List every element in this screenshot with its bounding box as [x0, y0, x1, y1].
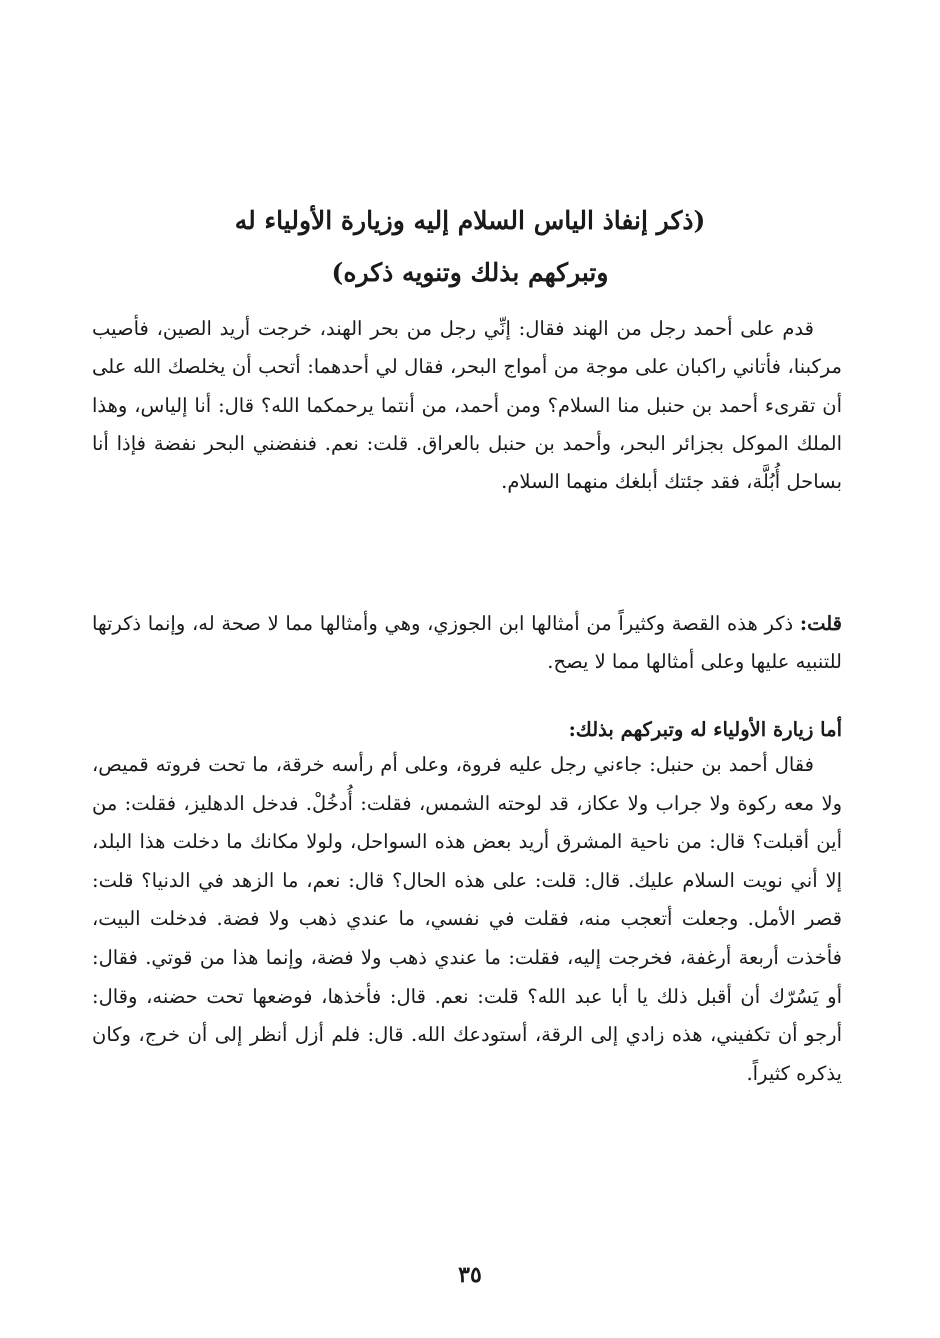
chapter-heading-line-2: وتبركهم بذلك وتنويه ذكره) — [331, 258, 609, 287]
chapter-heading-line-1: (ذكر إنفاذ الياس السلام إليه وزيارة الأولياء له — [234, 206, 706, 235]
paragraph-commentary — [92, 605, 842, 682]
commentary-lead: قلت: — [799, 612, 842, 635]
paragraph-visit-story: فقال أحمد بن حنبل: جاءني رجل عليه فروة، وعلى أم رأسه خرقة، ما تحت فروته قميص، ولا معه ركوة ولا جراب ولا عكاز، قد لوحته الشمس، فقلت: أُدخُلْ. فدخل الدهليز، فقلت: من أين أقبلت؟ قال: من ناحية المشرق أريد بعض هذه السواحل، ولولا مكانك ما دخلت هذا البلد، إلا أني نويت السلام عليك. قال: قلت: على هذه الحال؟ قال: نعم، ما الزهد في الدنيا؟ قلت: قصر الأمل. وجعلت أتعجب منه، فقلت في نفسي، ما عندي ذهب ولا فضة. فدخلت البيت، فأخذت أربعة أرغفة، فخرجت إليه، فقلت: ما عندي ذهب ولا فضة، وإنما هذا من قوتي. فقال: أو يَسُرّك أن أقبل ذلك يا أبا عبد الله؟ قلت: نعم. قال: فأخذها، فوضعها تحت حضنه، وقال: أرجو أن تكفيني، هذه زادي إلى الرقة، أستودعك الله. قال: فلم أزل أنظر إلى أن خرج، وكان يذكره كثيراً. — [92, 753, 842, 1085]
commentary-body: ذكر هذه القصة وكثيراً من أمثالها ابن الجوزي، وهي وأمثالها مما لا صحة له، وإنما ذكرتها للتنبيه عليها وعلى أمثالها مما لا يصح. — [92, 612, 842, 674]
section-subheading: أما زيارة الأولياء له وتبركهم بذلك: — [568, 718, 842, 741]
page-number: ٣٥ — [458, 1262, 482, 1288]
paragraph-story: قدم على أحمد رجل من الهند فقال: إنِّي رجل من بحر الهند، خرجت أريد الصين، فأصيب مركبنا، فأتاني راكبان على موجة من أمواج البحر، فقال لي أحدهما: أتحب أن يخلصك الله على أن تقرىء أحمد بن حنبل منا السلام؟ ومن أحمد، من أنتما يرحمكما الله؟ قال: أنا إلياس، وهذا الملك الموكل بجزائر البحر، وأحمد بن حنبل بالعراق. قلت: نعم. فنفضني البحر نفضة فإذا أنا بساحل أُبُلَّة، فقد جئتك أبلغك منهما السلام. — [92, 317, 842, 494]
